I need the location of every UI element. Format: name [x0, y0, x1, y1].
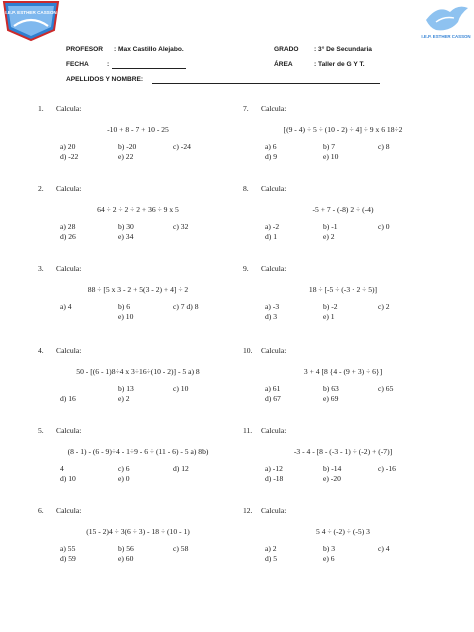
problem-label: Calcula:	[261, 346, 287, 355]
problem-number: 1.	[38, 104, 44, 113]
answer-option: e) 1	[323, 312, 335, 321]
answer-option: c) 65	[378, 384, 394, 393]
answer-option: b) 3	[323, 544, 336, 553]
fecha-line	[112, 68, 186, 69]
problem-label: Calcula:	[56, 506, 82, 515]
problem-label: Calcula:	[261, 426, 287, 435]
problem-number: 8.	[243, 184, 249, 193]
answer-option: a) -12	[265, 464, 283, 473]
answer-option: b) -1	[323, 222, 338, 231]
school-logo-right	[420, 2, 472, 46]
problem-number: 2.	[38, 184, 44, 193]
problem-expression: 3 + 4 [8 {4 - (9 + 3) ÷ 6}]	[303, 367, 383, 376]
problem-number: 11.	[243, 426, 253, 435]
logo-left-text: I.E.P. ESTHER CASSON	[5, 10, 57, 15]
problem-label: Calcula:	[261, 104, 287, 113]
problem-label: Calcula:	[261, 264, 287, 273]
problem-number: 5.	[38, 426, 44, 435]
problem-number: 10.	[243, 346, 253, 355]
problem-number: 7.	[243, 104, 249, 113]
problem-expression: 18 ÷ [-5 ÷ (-3 · 2 ÷ 5)]	[308, 285, 378, 294]
answer-option: a) -2	[265, 222, 280, 231]
apellidos-label: APELLIDOS Y NOMBRE:	[66, 76, 144, 83]
answer-option: e) 34	[118, 232, 134, 241]
answer-option: e) 2	[118, 394, 130, 403]
problem-label: Calcula:	[56, 104, 82, 113]
answer-option: a) 2	[265, 544, 277, 553]
logo-right-text: I.E.P. ESTHER CASSON	[421, 34, 471, 39]
answer-option: b) 63	[323, 384, 339, 393]
area-value: : Taller de G Y T.	[314, 61, 365, 68]
answer-option: d) 1	[265, 232, 278, 241]
answer-option: d) 10	[60, 474, 76, 483]
problem-expression: 5 4 ÷ (-2) ÷ (-5) 3	[316, 527, 370, 536]
grado-value: : 3° De Secundaria	[314, 46, 372, 53]
answer-option: d) 26	[60, 232, 76, 241]
answer-option: d) 67	[265, 394, 281, 403]
answer-option: d) 16	[60, 394, 76, 403]
answer-option: b) 13	[118, 384, 134, 393]
answer-option: c) -24	[173, 142, 191, 151]
problem-label: Calcula:	[261, 506, 287, 515]
answer-option: e) 60	[118, 554, 134, 563]
answer-option: e) 69	[323, 394, 339, 403]
answer-option: b) 56	[118, 544, 134, 553]
answer-option: 4	[60, 464, 64, 473]
problem-number: 3.	[38, 264, 44, 273]
answer-option: a) 61	[265, 384, 281, 393]
answer-option: d) -22	[60, 152, 79, 161]
answer-option: c) 0	[378, 222, 390, 231]
answer-option: e) 10	[118, 312, 134, 321]
profesor-label: PROFESOR	[66, 46, 104, 53]
answer-option: c) 10	[173, 384, 189, 393]
answer-option: c) 7 d) 8	[173, 302, 199, 311]
answer-option: e) 0	[118, 474, 130, 483]
answer-option: e) 22	[118, 152, 134, 161]
answer-option: a) 20	[60, 142, 76, 151]
problem-label: Calcula:	[56, 426, 82, 435]
answer-option: b) 30	[118, 222, 134, 231]
problem-expression: -5 + 7 - (-8) 2 ÷ (-4)	[312, 205, 374, 214]
answer-option: c) 6	[118, 464, 130, 473]
problem-expression: 50 - [(6 - 1)8÷4 x 3÷16÷(10 - 2)] - 5 a) 8	[76, 367, 200, 376]
answer-option: a) 28	[60, 222, 76, 231]
answer-option: c) 32	[173, 222, 189, 231]
answer-option: c) 4	[378, 544, 390, 553]
fecha-label: FECHA	[66, 61, 89, 68]
area-label: ÁREA	[274, 61, 293, 68]
answer-option: c) 8	[378, 142, 390, 151]
answer-option: d) 5	[265, 554, 278, 563]
answer-option: e) 6	[323, 554, 335, 563]
answer-option: d) -18	[265, 474, 284, 483]
answer-option: b) -20	[118, 142, 137, 151]
grado-label: GRADO	[274, 46, 299, 53]
problem-expression: -10 + 8 - 7 + 10 - 25	[107, 125, 169, 134]
problem-number: 6.	[38, 506, 44, 515]
answer-option: a) 4	[60, 302, 72, 311]
problem-expression: 64 ÷ 2 ÷ 2 ÷ 2 + 36 ÷ 9 x 5	[97, 205, 179, 214]
answer-option: a) -3	[265, 302, 280, 311]
answer-option: c) -16	[378, 464, 396, 473]
answer-option: d) 3	[265, 312, 278, 321]
problem-expression: [(9 - 4) ÷ 5 ÷ (10 - 2) ÷ 4] ÷ 9 x 6 18÷2	[283, 125, 403, 134]
problem-expression: (8 - 1) - (6 - 9)÷4 - 1÷9 - 6 ÷ (11 - 6) - 5 a) 8b)	[67, 447, 209, 456]
answer-option: d) 9	[265, 152, 278, 161]
profesor-value: : Max Castillo Alejabo.	[114, 46, 184, 53]
answer-option: b) -2	[323, 302, 338, 311]
school-logo-left	[2, 0, 60, 42]
problem-label: Calcula:	[56, 264, 82, 273]
answer-option: a) 6	[265, 142, 277, 151]
answer-option: b) 7	[323, 142, 336, 151]
problem-label: Calcula:	[56, 346, 82, 355]
answer-option: c) 2	[378, 302, 390, 311]
problem-number: 12.	[243, 506, 253, 515]
answer-option: e) 2	[323, 232, 335, 241]
problem-expression: -3 - 4 - [8 - (-3 - 1) ÷ (-2) + (-7)]	[293, 447, 393, 456]
problem-number: 9.	[243, 264, 249, 273]
fecha-value: :	[107, 61, 110, 68]
problem-label: Calcula:	[56, 184, 82, 193]
answer-option: b) 6	[118, 302, 131, 311]
problem-label: Calcula:	[261, 184, 287, 193]
answer-option: c) 58	[173, 544, 189, 553]
answer-option: e) 10	[323, 152, 339, 161]
answer-option: a) 55	[60, 544, 76, 553]
answer-option: d) 12	[173, 464, 189, 473]
problem-number: 4.	[38, 346, 44, 355]
answer-option: e) -20	[323, 474, 341, 483]
problem-expression: (15 - 2)4 ÷ 3(6 ÷ 3) - 18 ÷ (10 - 1)	[86, 527, 190, 536]
answer-option: d) 59	[60, 554, 76, 563]
problem-expression: 88 ÷ [5 x 3 - 2 + 5(3 - 2) + 4] ÷ 2	[87, 285, 189, 294]
answer-option: b) -14	[323, 464, 342, 473]
apellidos-line	[152, 83, 380, 84]
